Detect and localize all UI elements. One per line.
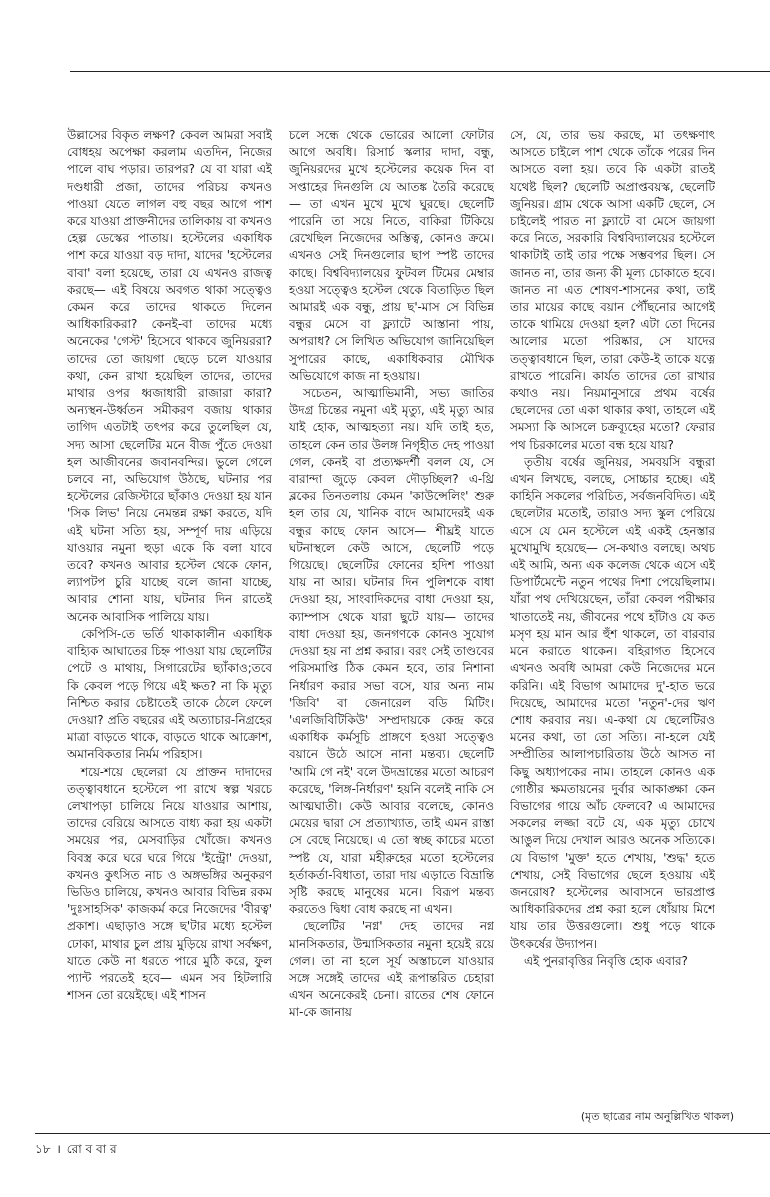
paragraph: তৃতীয় বর্ষের জুনিয়র, সমবয়সি বন্ধুরা এখন লিখছে, বলছে, সোচ্চার হচ্ছে। এই কাহিনি সকলের পরিচিত, সর্বজনবিদিত। এই ছেলেটার মতোই, তারাও সদ্য স্কুল পেরিয়ে এসে যে মেন হস্টেলে এই একই হেনস্তার মুখোমুখি হয়েছে— সে-কথাও বলছে। অথচ এই আমি, অন্য এক কলেজ থেকে এসে এই ডিপার্টমেন্টে নতুন পথের দিশা পেয়েছিলাম। যাঁরা পথ দেখিয়েছেন, তাঁরা কেবল পরীক্ষার খাতাতেই নয়, জীবনের পথে হাঁটাও যে কত মসৃণ হয় মান আর হুঁশ থাকলে, তা বারবার মনে করাতে থাকেন। বহিরাগত হিসেবে এখনও অবধি আমরা কেউ নিজেদের মনে করিনি। এই বিভাগ আমাদের দু'-হাত ভরে দিয়েছে, আমাদের মতো 'নতুন'-দের ঋণ শোধ করবার নয়। এ-কথা যে ছেলেটিরও মনের কথা, তা তো সত্যি। না-হলে যেই সম্প্রীতির আলাপচারিতায় উঠে আসত না কিছু অধ্যাপকের নাম। তাহলে কোনও এক গোষ্ঠীর ক্ষমতায়নের দুর্বার আকাঙ্ক্ষা কেন বিভাগের গায়ে আঁচ ফেলবে? এ আমাদের সকলের লজ্জা বটে যে, এক মৃত্যু চোখে আঙুল দিয়ে দেখাল আরও অনেক সত্যিকে। যে বিভাগ 'মুক্ত' হতে শেখায়, 'শুদ্ধ' হতে শেখায়, সেই বিভাগের ছেলে হওয়ায় এই জনরোষ? হস্টেলের আবাসনে ভারপ্রাপ্ত আধিকারিকদের প্রশ্ন করা হলে ধোঁয়ায় মিশে যায় তার উত্তরগুলো। শুধু পড়ে থাকে উৎকর্ষের উদ্যাপন। <box>510 454 715 951</box>
top-rule <box>70 71 770 72</box>
paragraph: সে, যে, তার ভয় করছে, মা তৎক্ষণাৎ আসতে চাইলে পাশ থেকে তাঁকে পরের দিন আসতে বলা হয়। তবে কি একটা রাতই যথেষ্ট ছিল? ছেলেটি অপ্রাপ্তবয়স্ক, ছেলেটি জুনিয়র। গ্রাম থেকে আসা একটি ছেলে, সে চাইলেই পারত না ফ্ল্যাটে বা মেসে জায়গা করে নিতে, সরকারি বিশ্ববিদ্যালয়ের হস্টেলে থাকাটাই তাই তার পক্ষে সম্ভবপর ছিল। সে জানত না, তার জন্য কী মূল্য চোকাতে হবে। জানত না এত শোষণ-শাসনের কথা, তাই তার মায়ের কাছে বয়ান পৌঁছনোর আগেই তাকে থামিয়ে দেওয়া হল? এটা তো দিনের আলোর মতো পরিষ্কার, সে যাদের তত্ত্বাবধানে ছিল, তারা কেউ-ই তাকে যত্নে রাখতে পারেনি। কার্যত তাদের তো রাখার কথাও নয়। নিয়মানুসারে প্রথম বর্ষের ছেলেদের তো একা থাকার কথা, তাহলে এই সমস্যা কি আসলে চক্রব্যূহের মতো? ফেরার পথ চিরকালের মতো বন্ধ হয়ে যায়? <box>510 128 715 452</box>
publication-name: রো ব বা র <box>66 1142 117 1156</box>
paragraph: শয়ে-শয়ে ছেলেরা যে প্রাক্তন দাদাদের তত্ত্বাবধানে হস্টেলে পা রাখে স্বল্প খরচে লেখাপড়া চালিয়ে নিয়ে যাওয়ার আশায়, তাদের বেরিয়ে আসতে বাধ্য করা হয় একটা সময়ের পর, মেসবাড়ির খোঁজে। কখনও বিবস্ত্র করে ঘরে ঘরে গিয়ে 'ইন্ট্রো' দেওয়া, কখনও কুৎসিত নাচ ও অঙ্গভঙ্গির অনুকরণ ভিডিও চালিয়ে, কখনও আবার বিভিন্ন রকম 'দুঃসাহসিক' কাজকর্ম করে নিজেদের 'বীরত্ব' প্রকাশ। এছাড়াও সঙ্গে ছ'টার মধ্যে হস্টেল ঢোকা, মাথার চুল প্রায় মুড়িয়ে রাখা সর্বক্ষণ, যাতে কেউ না ধরতে পারে মুঠি করে, ফুল প্যান্ট পরতেই হবে— এমন সব হিটলারি শাসন তো রয়েইছে। এই শাসন <box>67 764 272 1003</box>
page-footer <box>35 1140 117 1161</box>
paragraph: উল্লাসের বিকৃত লক্ষণ? কেবল আমরা সবাই বোধহয় অপেক্ষা করলাম এতদিন, নিজের পালে বাঘ পড়ার। তারপর? যে বা যারা এই দণ্ডধারী প্রজা, তাদের পরিচয় কখনও পাওয়া যেতে লাগল বহু বছর আগে পাশ করে যাওয়া প্রাক্তনীদের তালিকায় বা কখনও হেল্প ডেস্কের পাতায়। হস্টেলের একাধিক পাশ করে যাওয়া বড় দাদা, যাদের 'হস্টেলের বাবা' বলা হয়েছে, তারা যে এখনও রাজত্ব করছে— এই বিষয়ে অবগত থাকা সত্ত্বেও কেমন করে তাদের থাকতে দিলেন আধিকারিকরা? কেনই-বা তাদের মধ্যে অনেকের 'গেস্ট' হিসেবে থাকবে জুনিয়ররা? তাদের তো জায়গা ছেড়ে চলে যাওয়ার কথা, কেন রাখা হয়েছিল তাদের, তাদের মাথার ওপর ধ্বজাধারী রাজারা কারা? অন্যস্থন-উর্ধ্বতন সমীকরণ বজায় থাকার তাগিদ এতটাই তৎপর করে তুলেছিল যে, সদ্য আসা ছেলেটির মনে বীজ পুঁতে দেওয়া হল আজীবনের জবানবন্দির। ভুলে গেলে চলবে না, অভিযোগ উঠছে, ঘটনার পর হস্টেলের রেজিস্টারে ছাঁকাও দেওয়া হয় যান 'সিক লিভ' নিয়ে নেমন্তন্ন রক্ষা করতে, যদি এই ঘটনা সত্যি হয়, সম্পূর্ণ দায় এড়িয়ে যাওয়ার নমুনা হুড়া একে কি বলা যাবে তবে? কখনও আবার হস্টেল থেকে ফোন, ল্যাপটপ চুরি যাচ্ছে বলে জানা যাচ্ছে, আবার শোনা যায়, ঘটনার দিন রাতেই অনেক আবাসিক পালিয়ে যায়। <box>67 128 272 624</box>
column-3 <box>510 127 715 1107</box>
bottom-rule <box>35 1133 770 1134</box>
paragraph: কেপিসি-তে ভর্তি থাকাকালীন একাধিক বাহ্যিক আঘাতের চিহ্ন পাওয়া যায় ছেলেটির পেটে ও মাথায়, সিগারেটের ছ্যাঁকাও;তবে কি কেবল পড়ে গিয়ে এই ক্ষত? না কি মৃত্যু নিশ্চিত করার চেষ্টাতেই তাকে ঠেলে ফেলে দেওয়া? প্রতি বছরের এই অত্যাচার-নিগ্রহের মাত্রা বাড়তে থাকে, বাড়তে থাকে আক্রোশ, অমানবিকতার নির্মম পরিহাস। <box>67 626 272 762</box>
paragraph: এই পুনরাবৃত্তির নিবৃত্তি হোক এবার? <box>524 953 688 968</box>
column-1 <box>67 127 272 1107</box>
page-number: ১৮ <box>35 1142 51 1156</box>
footer-separator: । <box>56 1142 61 1156</box>
author-note: (মৃত ছাত্রের নাম অনুল্লিখিত থাকল) <box>580 1110 734 1123</box>
paragraph: চলে সন্ধে থেকে ভোরের আলো ফোটার আগে অবধি। রিসার্চ স্কলার দাদা, বন্ধু, জুনিয়রদের মুখে হস্টেলের কয়েক দিন বা সপ্তাহের দিনগুলি যে আতঙ্ক তৈরি করেছে— তা এখন মুখে মুখে ঘুরছে। ছেলেটি পারেনি তা সয়ে নিতে, বাকিরা টিকিয়ে রেখেছিল নিজেদের অস্তিত্ব, কোনও ক্রমে। এখনও সেই দিনগুলোর ছাপ স্পষ্ট তাদের কাছে। বিশ্ববিদ্যালয়ের ফুটবল টিমের মেম্বার হওয়া সত্ত্বেও হস্টেল থেকে বিতাড়িত ছিল আমারই এক বন্ধু, প্রায় ছ'-মাস সে বিভিন্ন বন্ধুর মেসে বা ফ্ল্যাটে আস্তানা পায়, অপরাধ? সে লিখিত অভিযোগ জানিয়েছিল সুপারের কাছে, একাধিকবার মৌখিক অভিযোগে কাজ না হওয়ায়। <box>289 128 494 383</box>
paragraph: ছেলেটির 'নগ্ন' দেহ তাদের নগ্ন মানসিকতার, উন্মাসিকতার নমুনা হয়েই রয়ে গেল। তা না হলে সূর্য অস্তাচলে যাওয়ার সঙ্গে সঙ্গেই তাদের এই রূপান্তরিত চেহারা এখন অনেকেরই চেনা। রাতের শেষ ফোনে মা-কে জানায় <box>289 919 494 1020</box>
article-body <box>67 127 742 1107</box>
paragraph: সচেতন, আত্মাভিমানী, সভ্য জাতির উদগ্র চিন্তের নমুনা এই মৃত্যু, এই মৃত্যু আর যাই হোক, আত্মহত্যা নয়। যদি তাই হত, তাহলে কেন তার উলঙ্গ নিগৃহীত দেহ পাওয়া গেল, কেনই বা প্রত্যক্ষদর্শী বলল যে, সে বারান্দা জুড়ে কেবল দৌড়চ্ছিল? এ-থ্রি ব্লকের তিনতলায় কেমন 'কাউন্সেলিং' শুরু হল তার যে, খানিক বাদে আমাদেরই এক বন্ধুর কাছে ফোন আসে— শীঘ্রই যাতে ঘটনাস্থলে কেউ আসে, ছেলেটি পড়ে গিয়েছে। ছেলেটির ফোনের হদিশ পাওয়া যায় না আর। ঘটনার দিন পুলিশকে বাধা দেওয়া হয়, সাংবাদিকদের বাধা দেওয়া হয়, ক্যাম্পাস থেকে যারা ছুটে যায়— তাদের বাধা দেওয়া হয়, জনগণকে কোনও সুযোগ দেওয়া হয় না প্রশ্ন করার। বরং সেই তাণ্ডবের পরিসমাপ্তি ঠিক কেমন হবে, তার নিশানা নির্ধারণ করার সভা বসে, যার অন্য নাম 'জিবি' বা জেনারেল বডি মিটিং। 'এলজিবিটিকিউ' সম্প্রদায়কে কেন্দ্র করে একাধিক কর্মসূচি প্রাঙ্গণে হওয়া সত্ত্বেও বয়ানে উঠে আসে নানা মন্তব্য। ছেলেটি 'আমি গে নই' বলে উদভ্রান্তের মতো আচরণ করেছে, 'লিঙ্গ-নির্ধারণ' হয়নি বলেই নাকি সে আত্মঘাতী। কেউ আবার বলেছে, কোনও মেয়ের দ্বারা সে প্রত্যাখ্যাত, তাই এমন রাস্তা সে বেছে নিয়েছে। এ তো স্বচ্ছ কাচের মতো স্পষ্ট যে, যারা মহীরুহের মতো হস্টেলের হর্তাকর্তা-বিধাতা, তারা দায় এড়াতে বিভ্রান্তি সৃষ্টি করছে মানুষের মনে। বিরূপ মন্তব্য করতেও দ্বিধা বোধ করছে না এখন। <box>289 386 494 917</box>
column-2 <box>289 127 494 1107</box>
